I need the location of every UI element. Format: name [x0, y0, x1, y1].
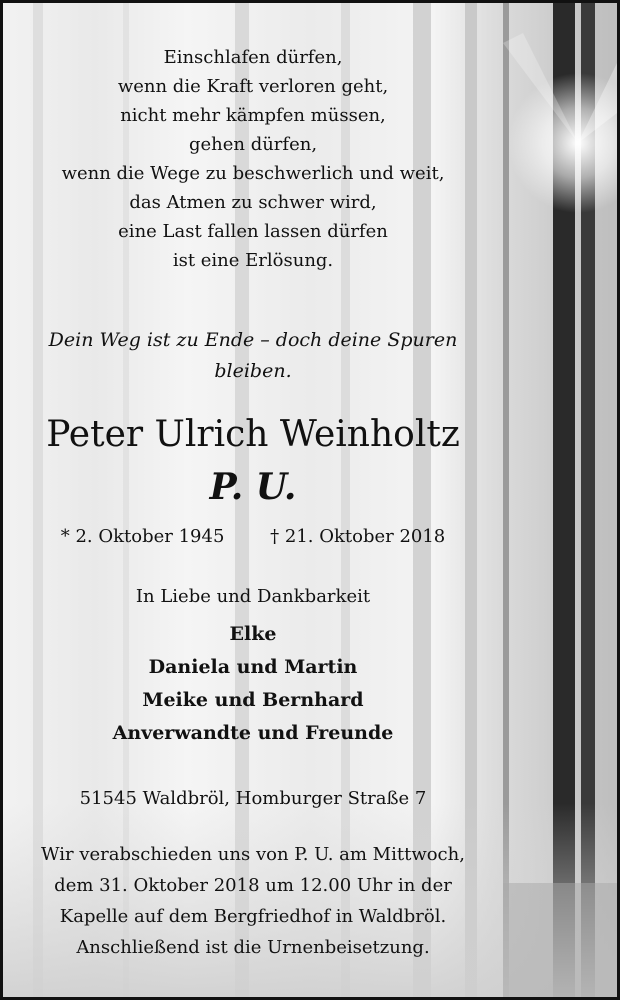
service-line: Anschließend ist die Urnenbeisetzung. [76, 937, 430, 958]
death-date: † 21. Oktober 2018 [270, 526, 446, 547]
service-line: Kapelle auf dem Bergfriedhof in Waldbröl. [59, 906, 447, 927]
poem [3, 43, 503, 275]
text-column [3, 3, 503, 997]
poem-line: eine Last fallen lassen dürfen [118, 221, 388, 242]
motto-line: Dein Weg ist zu Ende – doch deine Spuren [48, 329, 458, 351]
mourner: Meike und Bernhard [142, 689, 364, 711]
poem-line: nicht mehr kämpfen müssen, [120, 105, 386, 126]
service-line: Wir verabschieden uns von P. U. am Mittwoch, [41, 844, 465, 865]
deceased-name: Peter Ulrich Weinholtz [46, 414, 460, 455]
service-line: dem 31. Oktober 2018 um 12.00 Uhr in der [54, 875, 452, 896]
motto [3, 325, 503, 387]
mourner: Elke [229, 623, 277, 645]
service-info [3, 839, 503, 963]
poem-line: wenn die Wege zu beschwerlich und weit, [61, 163, 445, 184]
address: 51545 Waldbröl, Homburger Straße 7 [79, 788, 427, 809]
poem-line: das Atmen zu schwer wird, [129, 192, 377, 213]
mourners-list [3, 618, 503, 750]
life-dates [3, 523, 503, 551]
dedication: In Liebe und Dankbarkeit [135, 586, 371, 607]
poem-line: Einschlafen dürfen, [163, 47, 343, 68]
mourner: Anverwandte und Freunde [112, 722, 394, 744]
poem-line: ist eine Erlösung. [172, 250, 334, 271]
poem-line: gehen dürfen, [188, 134, 318, 155]
birth-date: * 2. Oktober 1945 [60, 526, 225, 547]
motto-line: bleiben. [214, 360, 292, 382]
poem-line: wenn die Kraft verloren geht, [117, 76, 389, 97]
mourner: Daniela und Martin [148, 656, 358, 678]
deceased-initials: P. U. [209, 466, 297, 508]
